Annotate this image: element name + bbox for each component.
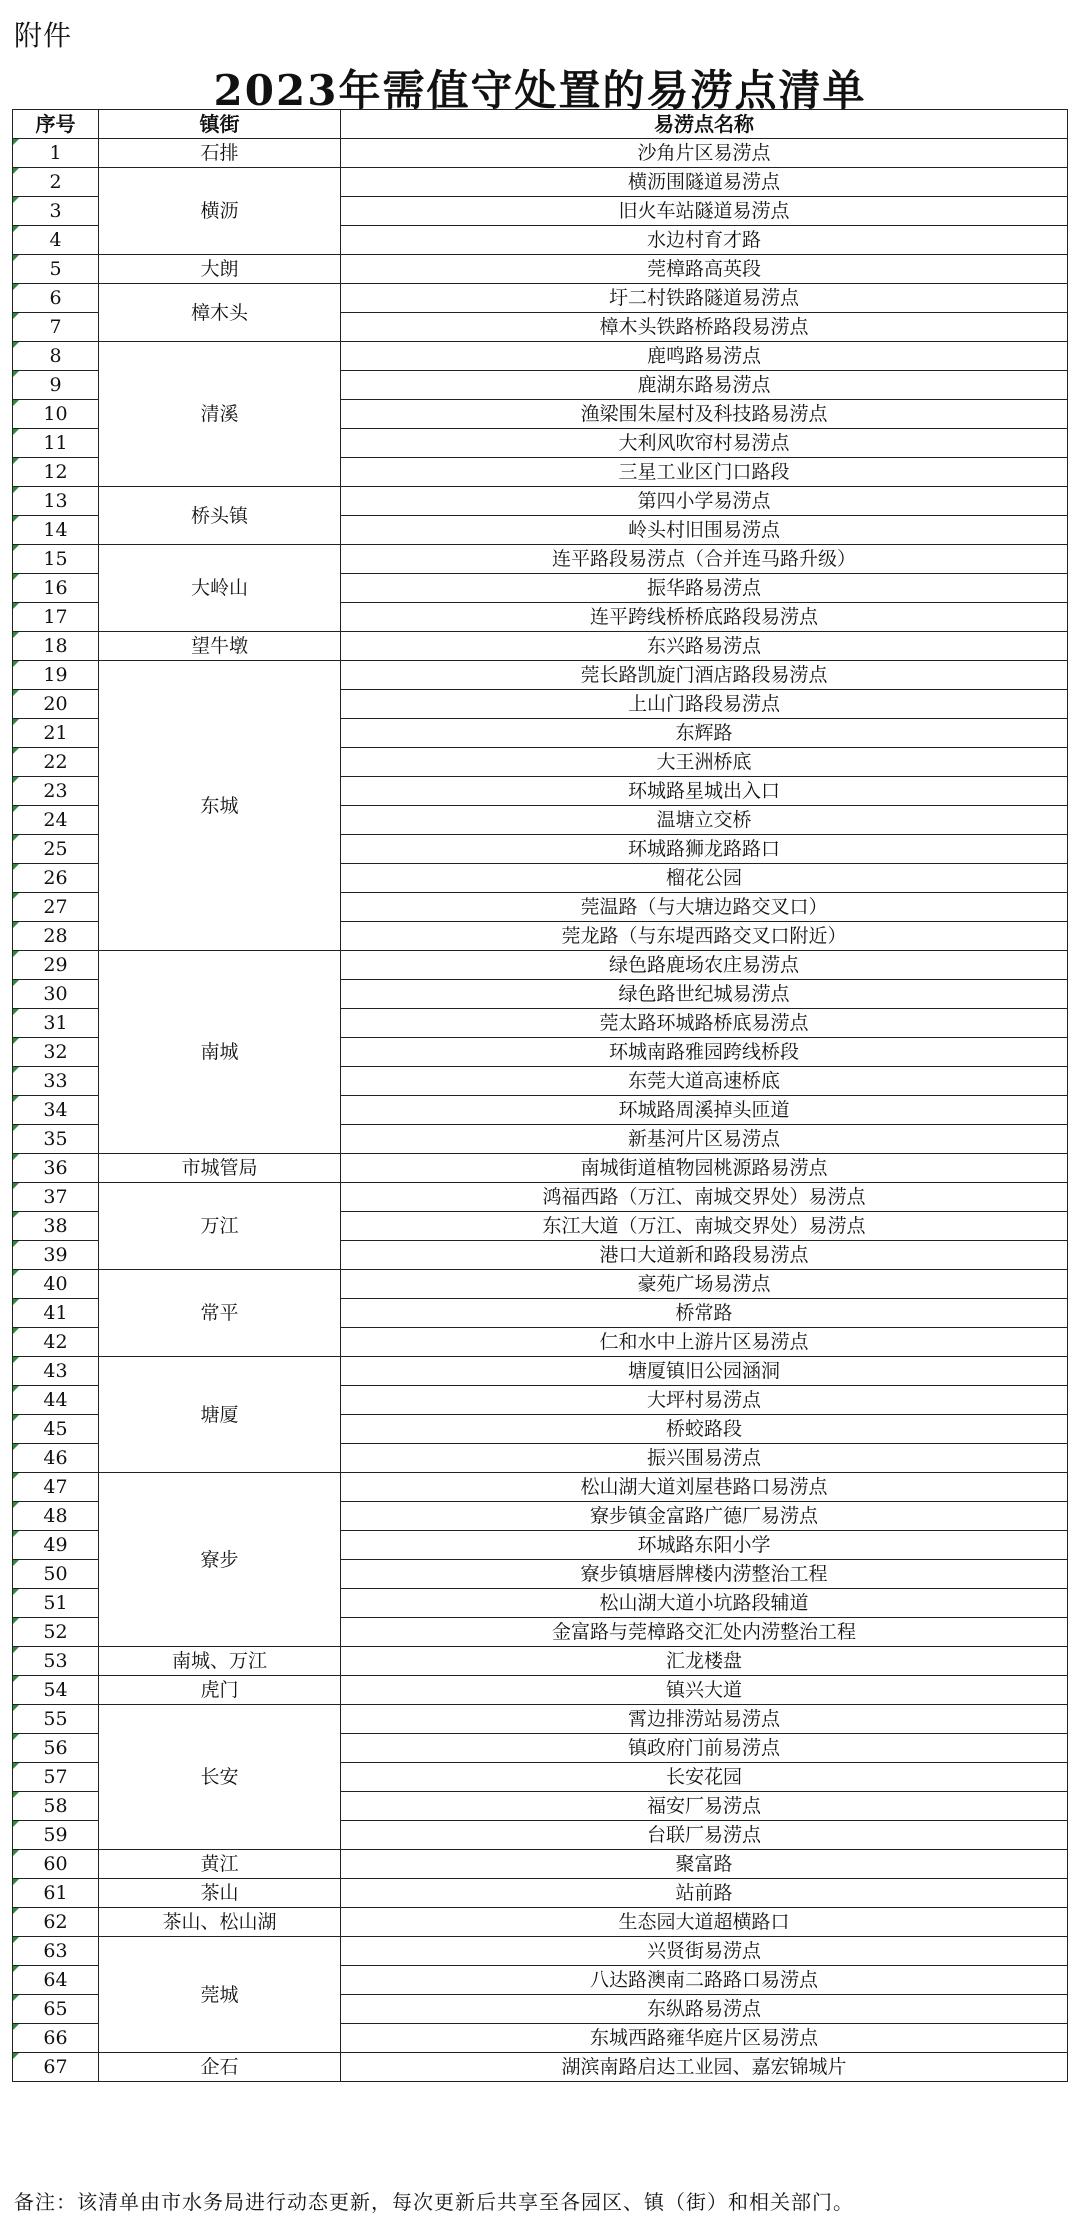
point-name-cell: 八达路澳南二路路口易涝点 xyxy=(341,1966,1068,1995)
point-name-cell: 东辉路 xyxy=(341,719,1068,748)
point-name-cell: 寮步镇金富路广德厂易涝点 xyxy=(341,1502,1068,1531)
row-index-cell: 52 xyxy=(13,1618,99,1647)
row-index-cell: 46 xyxy=(13,1444,99,1473)
row-index-cell: 2 xyxy=(13,168,99,197)
point-name-cell: 樟木头铁路桥路段易涝点 xyxy=(341,313,1068,342)
point-name-cell: 环城路星城出入口 xyxy=(341,777,1068,806)
table-header-row xyxy=(13,110,1068,139)
row-index-cell: 34 xyxy=(13,1096,99,1125)
point-name-cell: 莞温路（与大塘边路交叉口） xyxy=(341,893,1068,922)
town-cell: 常平 xyxy=(99,1270,341,1357)
column-header-town: 镇街 xyxy=(99,110,341,139)
row-index-cell: 24 xyxy=(13,806,99,835)
row-index-cell: 18 xyxy=(13,632,99,661)
row-index-cell: 67 xyxy=(13,2053,99,2082)
point-name-cell: 榴花公园 xyxy=(341,864,1068,893)
point-name-cell: 鸿福西路（万江、南城交界处）易涝点 xyxy=(341,1183,1068,1212)
point-name-cell: 大利风吹帘村易涝点 xyxy=(341,429,1068,458)
point-name-cell: 东纵路易涝点 xyxy=(341,1995,1068,2024)
table-row xyxy=(13,1270,1068,1299)
point-name-cell: 南城街道植物园桃源路易涝点 xyxy=(341,1154,1068,1183)
table-row xyxy=(13,1908,1068,1937)
table-row xyxy=(13,1705,1068,1734)
town-cell: 东城 xyxy=(99,661,341,951)
footnote: 备注：该清单由市水务局进行动态更新，每次更新后共享至各园区、镇（街）和相关部门。 xyxy=(14,2190,854,2214)
row-index-cell: 15 xyxy=(13,545,99,574)
town-cell: 南城 xyxy=(99,951,341,1154)
town-cell: 大岭山 xyxy=(99,545,341,632)
town-cell: 大朗 xyxy=(99,255,341,284)
town-cell: 清溪 xyxy=(99,342,341,487)
point-name-cell: 三星工业区门口路段 xyxy=(341,458,1068,487)
row-index-cell: 54 xyxy=(13,1676,99,1705)
row-index-cell: 1 xyxy=(13,139,99,168)
point-name-cell: 环城路东阳小学 xyxy=(341,1531,1068,1560)
row-index-cell: 48 xyxy=(13,1502,99,1531)
point-name-cell: 塘厦镇旧公园涵洞 xyxy=(341,1357,1068,1386)
row-index-cell: 38 xyxy=(13,1212,99,1241)
point-name-cell: 大坪村易涝点 xyxy=(341,1386,1068,1415)
point-name-cell: 长安花园 xyxy=(341,1763,1068,1792)
point-name-cell: 福安厂易涝点 xyxy=(341,1792,1068,1821)
row-index-cell: 32 xyxy=(13,1038,99,1067)
table-row xyxy=(13,255,1068,284)
point-name-cell: 汇龙楼盘 xyxy=(341,1647,1068,1676)
row-index-cell: 62 xyxy=(13,1908,99,1937)
row-index-cell: 41 xyxy=(13,1299,99,1328)
point-name-cell: 桥蛟路段 xyxy=(341,1415,1068,1444)
town-cell: 桥头镇 xyxy=(99,487,341,545)
page-title: 2023年需值守处置的易涝点清单 xyxy=(213,66,867,115)
row-index-cell: 43 xyxy=(13,1357,99,1386)
table-row xyxy=(13,2053,1068,2082)
point-name-cell: 连平路段易涝点（合并连马路升级） xyxy=(341,545,1068,574)
town-cell: 莞城 xyxy=(99,1937,341,2053)
row-index-cell: 63 xyxy=(13,1937,99,1966)
row-index-cell: 44 xyxy=(13,1386,99,1415)
point-name-cell: 莞樟路高英段 xyxy=(341,255,1068,284)
row-index-cell: 7 xyxy=(13,313,99,342)
town-cell: 塘厦 xyxy=(99,1357,341,1473)
row-index-cell: 27 xyxy=(13,893,99,922)
point-name-cell: 沙角片区易涝点 xyxy=(341,139,1068,168)
row-index-cell: 10 xyxy=(13,400,99,429)
point-name-cell: 兴贤街易涝点 xyxy=(341,1937,1068,1966)
point-name-cell: 鹿鸣路易涝点 xyxy=(341,342,1068,371)
attachment-label: 附件 xyxy=(14,19,73,52)
point-name-cell: 横沥围隧道易涝点 xyxy=(341,168,1068,197)
row-index-cell: 51 xyxy=(13,1589,99,1618)
point-name-cell: 仁和水中上游片区易涝点 xyxy=(341,1328,1068,1357)
town-cell: 寮步 xyxy=(99,1473,341,1647)
point-name-cell: 东莞大道高速桥底 xyxy=(341,1067,1068,1096)
row-index-cell: 29 xyxy=(13,951,99,980)
table-row xyxy=(13,1647,1068,1676)
point-name-cell: 台联厂易涝点 xyxy=(341,1821,1068,1850)
point-name-cell: 湖滨南路启达工业园、嘉宏锦城片 xyxy=(341,2053,1068,2082)
row-index-cell: 4 xyxy=(13,226,99,255)
row-index-cell: 16 xyxy=(13,574,99,603)
point-name-cell: 东兴路易涝点 xyxy=(341,632,1068,661)
table-row xyxy=(13,284,1068,313)
point-name-cell: 振兴围易涝点 xyxy=(341,1444,1068,1473)
row-index-cell: 26 xyxy=(13,864,99,893)
row-index-cell: 45 xyxy=(13,1415,99,1444)
point-name-cell: 寮步镇塘唇牌楼内涝整治工程 xyxy=(341,1560,1068,1589)
row-index-cell: 13 xyxy=(13,487,99,516)
point-name-cell: 新基河片区易涝点 xyxy=(341,1125,1068,1154)
row-index-cell: 12 xyxy=(13,458,99,487)
row-index-cell: 42 xyxy=(13,1328,99,1357)
table-row xyxy=(13,1357,1068,1386)
point-name-cell: 镇政府门前易涝点 xyxy=(341,1734,1068,1763)
row-index-cell: 36 xyxy=(13,1154,99,1183)
row-index-cell: 56 xyxy=(13,1734,99,1763)
point-name-cell: 港口大道新和路段易涝点 xyxy=(341,1241,1068,1270)
point-name-cell: 站前路 xyxy=(341,1879,1068,1908)
waterlogging-points-table xyxy=(12,109,1068,2082)
point-name-cell: 渔梁围朱屋村及科技路易涝点 xyxy=(341,400,1068,429)
row-index-cell: 3 xyxy=(13,197,99,226)
town-cell: 茶山 xyxy=(99,1879,341,1908)
row-index-cell: 8 xyxy=(13,342,99,371)
table-row xyxy=(13,1937,1068,1966)
point-name-cell: 连平跨线桥桥底路段易涝点 xyxy=(341,603,1068,632)
point-name-cell: 温塘立交桥 xyxy=(341,806,1068,835)
point-name-cell: 环城南路雅园跨线桥段 xyxy=(341,1038,1068,1067)
table-row xyxy=(13,951,1068,980)
row-index-cell: 14 xyxy=(13,516,99,545)
row-index-cell: 5 xyxy=(13,255,99,284)
row-index-cell: 49 xyxy=(13,1531,99,1560)
point-name-cell: 环城路狮龙路路口 xyxy=(341,835,1068,864)
row-index-cell: 20 xyxy=(13,690,99,719)
row-index-cell: 25 xyxy=(13,835,99,864)
point-name-cell: 莞长路凯旋门酒店路段易涝点 xyxy=(341,661,1068,690)
table-row xyxy=(13,1473,1068,1502)
point-name-cell: 生态园大道超横路口 xyxy=(341,1908,1068,1937)
row-index-cell: 11 xyxy=(13,429,99,458)
point-name-cell: 松山湖大道小坑路段辅道 xyxy=(341,1589,1068,1618)
table-row xyxy=(13,1676,1068,1705)
point-name-cell: 绿色路鹿场农庄易涝点 xyxy=(341,951,1068,980)
row-index-cell: 21 xyxy=(13,719,99,748)
town-cell: 市城管局 xyxy=(99,1154,341,1183)
row-index-cell: 17 xyxy=(13,603,99,632)
point-name-cell: 聚富路 xyxy=(341,1850,1068,1879)
table-row xyxy=(13,1850,1068,1879)
town-cell: 樟木头 xyxy=(99,284,341,342)
row-index-cell: 23 xyxy=(13,777,99,806)
point-name-cell: 松山湖大道刘屋巷路口易涝点 xyxy=(341,1473,1068,1502)
point-name-cell: 东城西路雍华庭片区易涝点 xyxy=(341,2024,1068,2053)
row-index-cell: 60 xyxy=(13,1850,99,1879)
point-name-cell: 振华路易涝点 xyxy=(341,574,1068,603)
row-index-cell: 35 xyxy=(13,1125,99,1154)
table-row xyxy=(13,632,1068,661)
point-name-cell: 金富路与莞樟路交汇处内涝整治工程 xyxy=(341,1618,1068,1647)
town-cell: 茶山、松山湖 xyxy=(99,1908,341,1937)
point-name-cell: 东江大道（万江、南城交界处）易涝点 xyxy=(341,1212,1068,1241)
point-name-cell: 大王洲桥底 xyxy=(341,748,1068,777)
point-name-cell: 桥常路 xyxy=(341,1299,1068,1328)
row-index-cell: 59 xyxy=(13,1821,99,1850)
point-name-cell: 岭头村旧围易涝点 xyxy=(341,516,1068,545)
row-index-cell: 58 xyxy=(13,1792,99,1821)
point-name-cell: 镇兴大道 xyxy=(341,1676,1068,1705)
row-index-cell: 28 xyxy=(13,922,99,951)
town-cell: 横沥 xyxy=(99,168,341,255)
point-name-cell: 鹿湖东路易涝点 xyxy=(341,371,1068,400)
table-row xyxy=(13,168,1068,197)
point-name-cell: 莞太路环城路桥底易涝点 xyxy=(341,1009,1068,1038)
row-index-cell: 30 xyxy=(13,980,99,1009)
table-row xyxy=(13,1183,1068,1212)
row-index-cell: 50 xyxy=(13,1560,99,1589)
point-name-cell: 环城路周溪掉头匝道 xyxy=(341,1096,1068,1125)
point-name-cell: 水边村育才路 xyxy=(341,226,1068,255)
column-header-point-name: 易涝点名称 xyxy=(341,110,1068,139)
row-index-cell: 31 xyxy=(13,1009,99,1038)
row-index-cell: 55 xyxy=(13,1705,99,1734)
row-index-cell: 65 xyxy=(13,1995,99,2024)
table-row xyxy=(13,545,1068,574)
town-cell: 虎门 xyxy=(99,1676,341,1705)
row-index-cell: 39 xyxy=(13,1241,99,1270)
row-index-cell: 64 xyxy=(13,1966,99,1995)
row-index-cell: 22 xyxy=(13,748,99,777)
table-row xyxy=(13,1154,1068,1183)
row-index-cell: 9 xyxy=(13,371,99,400)
column-header-index: 序号 xyxy=(13,110,99,139)
town-cell: 南城、万江 xyxy=(99,1647,341,1676)
town-cell: 万江 xyxy=(99,1183,341,1270)
row-index-cell: 33 xyxy=(13,1067,99,1096)
town-cell: 黄江 xyxy=(99,1850,341,1879)
table-row xyxy=(13,1879,1068,1908)
row-index-cell: 57 xyxy=(13,1763,99,1792)
row-index-cell: 66 xyxy=(13,2024,99,2053)
point-name-cell: 旧火车站隧道易涝点 xyxy=(341,197,1068,226)
row-index-cell: 6 xyxy=(13,284,99,313)
point-name-cell: 第四小学易涝点 xyxy=(341,487,1068,516)
point-name-cell: 绿色路世纪城易涝点 xyxy=(341,980,1068,1009)
town-cell: 长安 xyxy=(99,1705,341,1850)
town-cell: 企石 xyxy=(99,2053,341,2082)
town-cell: 石排 xyxy=(99,139,341,168)
table-row xyxy=(13,342,1068,371)
table-row xyxy=(13,487,1068,516)
row-index-cell: 37 xyxy=(13,1183,99,1212)
town-cell: 望牛墩 xyxy=(99,632,341,661)
point-name-cell: 霄边排涝站易涝点 xyxy=(341,1705,1068,1734)
row-index-cell: 53 xyxy=(13,1647,99,1676)
point-name-cell: 莞龙路（与东堤西路交叉口附近） xyxy=(341,922,1068,951)
row-index-cell: 47 xyxy=(13,1473,99,1502)
row-index-cell: 61 xyxy=(13,1879,99,1908)
table-row xyxy=(13,661,1068,690)
table-body xyxy=(13,139,1068,2082)
point-name-cell: 上山门路段易涝点 xyxy=(341,690,1068,719)
table-row xyxy=(13,139,1068,168)
point-name-cell: 圩二村铁路隧道易涝点 xyxy=(341,284,1068,313)
point-name-cell: 豪苑广场易涝点 xyxy=(341,1270,1068,1299)
row-index-cell: 40 xyxy=(13,1270,99,1299)
row-index-cell: 19 xyxy=(13,661,99,690)
